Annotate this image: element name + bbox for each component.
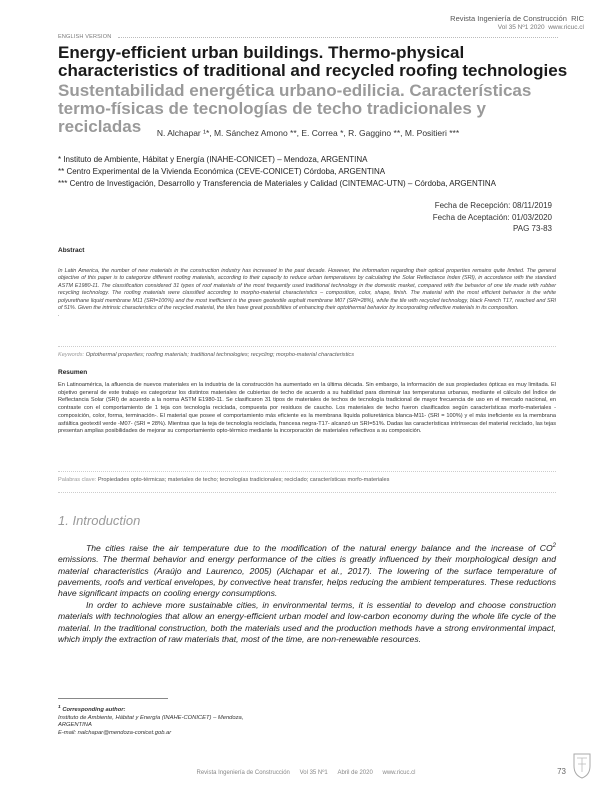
footnote-rule [58, 698, 168, 699]
affiliation-3: *** Centro de Investigación, Desarrollo y Transferencia de Materiales y Calidad (CINTEMAC-UTN) – Córdoba, ARGENTINA [58, 179, 496, 188]
page-number: 73 [557, 767, 566, 776]
keywords-label: Keywords: [58, 352, 85, 358]
keywords-english [58, 352, 556, 358]
footer-journal: Revista Ingeniería de Construcción [196, 770, 290, 776]
title-english: Energy-efficient urban buildings. Thermo-physical characteristics of traditional and recycled roofing technologies [58, 43, 568, 80]
author-list: N. Alchapar ¹*, M. Sánchez Amono **, E. Correa *, R. Gaggino **, M. Positieri *** [156, 128, 460, 138]
journal-issue: Vol 35 Nº1 2020 [497, 24, 545, 31]
intro-p1-part-b: emissions. The thermal behavior and energy performance of the cities is greatly influenced by their morphological design and material characteristics (Araújo and Laurenco, 2005) (Alchapar et al., 2017). The lowering of the surface temperature of pavements, roofs and vertical envelopes, by convective heat transfer, helps reducing the ambient temperatures. These reductions have significant impacts on cooling energy consumptions. [58, 554, 556, 599]
resumen-divider [58, 471, 556, 472]
keywords-spanish [58, 477, 556, 483]
version-divider [118, 37, 558, 38]
footer-url[interactable]: www.ricuc.cl [382, 770, 416, 776]
footer-date: Abril de 2020 [337, 770, 373, 776]
co2-subscript: 2 [552, 543, 556, 549]
palabras-clave-label: Palabras clave: [58, 477, 97, 483]
received-date: Fecha de Recepción: 08/11/2019 [434, 201, 552, 210]
university-seal-icon [570, 750, 594, 780]
version-label: ENGLISH VERSION [58, 34, 112, 40]
keywords-divider [58, 492, 556, 493]
abstract-heading: Abstract [58, 247, 85, 254]
page-footer [0, 770, 612, 776]
title-spanish: Sustentabilidad energética urbano-edilicia. Características termo-físicas de tecnologías de techo tradicionales y recicladas [58, 81, 532, 136]
keywords-text: Optothermal properties; roofing materials; traditional technologies; recycling; morpho-material characteristics [85, 352, 354, 358]
journal-header [450, 14, 584, 32]
introduction-heading: 1. Introduction [58, 513, 141, 528]
intro-paragraph-2: In order to achieve more sustainable cities, in environmental terms, it is essential to develop and choose construction materials with technologies that allow an energy-efficient urban model and low-carbon economy during the whole life cycle of the material. In the traditional construction, both the materials used and the production methods have a strong environmental impact, which imply the extraction of raw materials that, most of the time, are non-renewable resources. [58, 599, 556, 645]
abstract-divider [58, 346, 556, 347]
accepted-date: Fecha de Aceptación: 01/03/2020 [432, 212, 552, 222]
affiliation-2: ** Centro Experimental de la Vivienda Económica (CEVE-CONICET) Córdoba, ARGENTINA [58, 167, 386, 176]
affiliation-1: * Instituto de Ambiente, Hábitat y Energía (INAHE-CONICET) – Mendoza, ARGENTINA [58, 155, 368, 164]
abstract-text [58, 268, 556, 320]
journal-url[interactable]: www.ricuc.cl [548, 24, 584, 31]
resumen-text: En Latinoamérica, la afluencia de nuevos materiales en la industria de la construcción ha aumentado en la última década. Sin embargo, la información de sus propiedades ópticas es muy limitada. El objetivo general de este trabajo es categorizar los distintos materiales de cubiertas de techo de acuerdo a su habilidad para disminuir las temperaturas urbanas, mediante el cálculo del Índice de Reflectancia Solar (SRI) de acuerdo a la norma ASTM E1980-11. Se clasificaron 31 tipos de materiales de techos de tecnología tradicional de mayor frecuencia de uso en el mercado nacional, en contraste con el comportamiento de 1 teja con tecnología reciclada, compuesta por residuos de caucho. Los materiales de techo fueron clasificados según características morfo-materiales -composición, color, forma, terminación-. El material que posee el comportamiento más eficiente es la membrana líquida poliuretánica blanca-M11- (SRI = 100%) y el más ineficiente es la membrana asfáltica geotextil verde -M07- (SRI = 28%). Mientras que la teja de tecnología reciclada, francesa negra-T17- alcanzó un SRI=51%. Dadas las características intrínsecas del material reciclado, las tejas presentan amplias posibilidades de mejorar su comportamiento opto-térmico mediante la incorporación de materiales reflectivos a su composición. [58, 382, 556, 435]
journal-name: Revista Ingeniería de Construcción [450, 14, 567, 23]
resumen-heading: Resumen [58, 369, 88, 376]
footnote-affiliation: Instituto de Ambiente, Hábitat y Energía (INAHE-CONICET) – Mendoza, ARGENTINA [58, 714, 244, 729]
footer-issue: Vol 35 Nº1 [299, 770, 328, 776]
intro-p1-part-a: The cities raise the air temperature due to the modification of the natural energy balance and the increase of CO [86, 542, 553, 553]
footnote-heading: Corresponding author: [62, 706, 126, 713]
journal-abbr: RIC [571, 14, 584, 23]
abstract-body: In Latin America, the number of new materials in the construction industry has increased in the past decade. However, the information regarding their optical properties remains quite limited. The general objective of this paper is to categorize different roofing materials, according to their capacity to reduce urban temperatures by calculating the Solar Reflectance Index (SRI), in accordance with the standard ASTM E1980-11. The classification considered 31 types of roof materials of the most frequently used traditional technology in the domestic market, compared with the behavior of one tile made with rubber recycling technology. The roofing materials were classified according to morpho-material characteristics – composition, color, shape, finish. The material with the most efficient behavior is the white polyurethane liquid membrane M11 (SRI=100%) and the most inefficient is the green geotextile asphalt membrane M07 (SRI=28%), while the tile with recycled technology, black French T17, reached and SRI of 51%. Given the intrinsic characteristics of the recycled material, the tiles have great possibilities of enhancing their optothermal behavior by incorporating reflective materials in its composition. [58, 268, 556, 312]
abstract-dot: . [58, 312, 60, 319]
publication-dates [433, 200, 552, 235]
footnote-mark: 1 [58, 705, 61, 710]
introduction-body [58, 541, 556, 646]
intro-paragraph-1 [58, 541, 556, 600]
corresponding-author-footnote [58, 704, 268, 737]
palabras-clave-text: Propiedades opto-térmicas; materiales de techo; tecnologías tradicionales; reciclado; características morfo-materiales [97, 477, 390, 483]
footnote-email[interactable]: E-mail: nalchapar@mendoza-conicet.gob.ar [58, 729, 172, 736]
page-range: PAG 73-83 [513, 224, 552, 233]
